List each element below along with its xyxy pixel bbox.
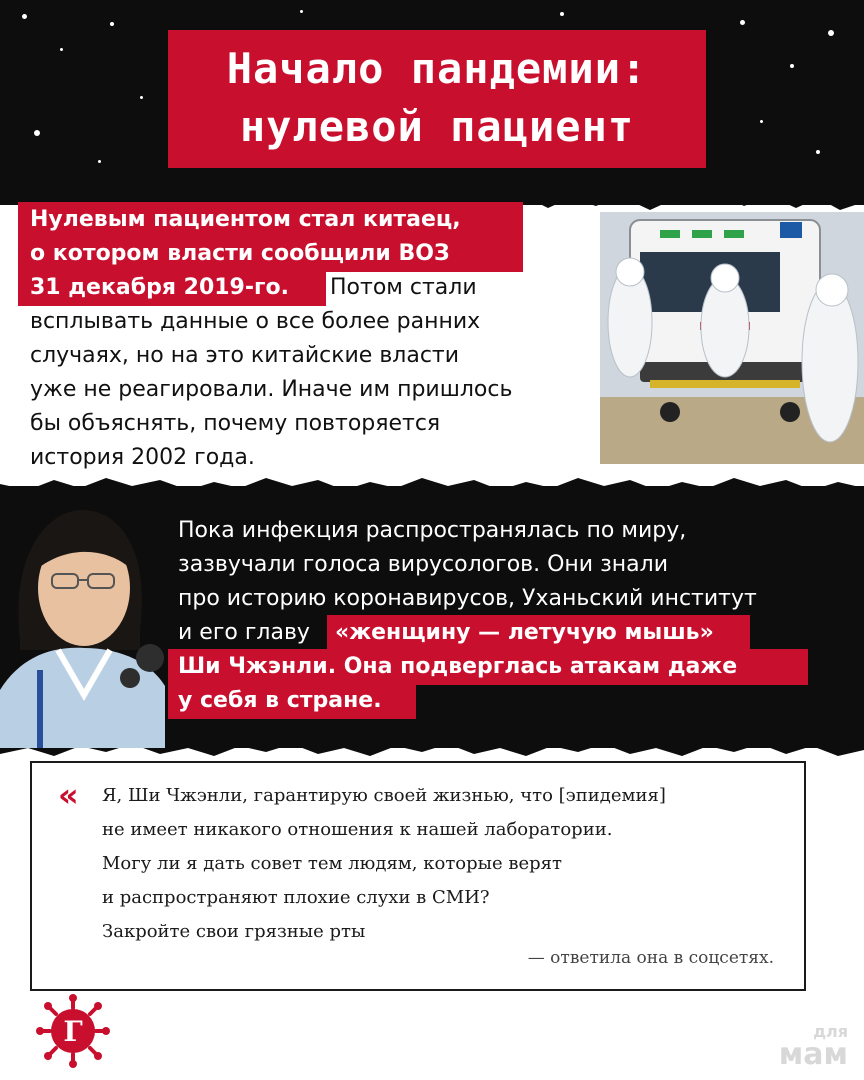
intro-text: всплывать данные о все более ранних [30, 309, 481, 334]
ambulance-photo [600, 212, 864, 464]
quote-line: Я, Ши Чжэнли, гарантирую своей жизнью, что [эпидемия] [102, 785, 666, 806]
decor-speck [560, 12, 564, 16]
ambulance-illustration [600, 212, 864, 464]
quote-line: Закройте свои грязные рты [102, 921, 366, 942]
logo-letter: Г [63, 1015, 83, 1048]
decor-speck [34, 130, 40, 136]
portrait-illustration [0, 490, 165, 748]
virologist-text: и его главу [178, 620, 310, 645]
virus-icon [36, 994, 110, 1068]
page-title-line1: Начало пандемии: [226, 44, 648, 93]
decor-speck [300, 10, 303, 13]
decor-speck [60, 48, 63, 51]
watermark [779, 1024, 848, 1070]
page-title-line2: нулевой пациент [239, 102, 635, 151]
watermark-small: для [813, 1022, 848, 1041]
quote-attribution: — ответила она в соцсетях. [527, 948, 774, 968]
brand-logo [36, 994, 110, 1068]
virologist-text: зазвучали голоса вирусологов. Они знали [178, 552, 669, 577]
virologist-highlight: «женщину — летучую мышь» [335, 620, 714, 645]
quote-line: и распространяют плохие слухи в СМИ? [102, 887, 490, 908]
decor-speck [110, 22, 114, 26]
virologist-text: Пока инфекция распространялась по миру, [178, 518, 687, 543]
decor-speck [740, 20, 745, 25]
intro-text: уже не реагировали. Иначе им пришлось [30, 377, 513, 402]
virologist-text: про историю коронавирусов, Уханьский институт [178, 586, 757, 611]
intro-text: бы объяснять, почему повторяется [30, 411, 441, 436]
title-box [168, 30, 706, 168]
virologist-highlight: у себя в стране. [178, 688, 382, 713]
watermark-big: мам [778, 1037, 848, 1072]
virologist-highlight: Ши Чжэнли. Она подверглась атакам даже [178, 654, 738, 679]
intro-text: случаях, но на это китайские власти [30, 343, 460, 368]
decor-speck [140, 96, 143, 99]
decor-speck [828, 30, 834, 36]
decor-speck [790, 64, 794, 68]
header-band [0, 0, 864, 205]
decor-speck [98, 160, 101, 163]
intro-text: Потом стали [330, 275, 477, 300]
quote-line: не имеет никакого отношения к нашей лаборатории. [102, 819, 613, 840]
decor-speck [22, 14, 27, 19]
intro-highlight-line: 31 декабря 2019-го. [30, 275, 289, 300]
quote-box [30, 761, 806, 991]
intro-highlight-line: о котором власти сообщили ВОЗ [30, 241, 450, 266]
quote-mark-icon: « [58, 776, 79, 814]
decor-speck [816, 150, 820, 154]
intro-text: история 2002 года. [30, 445, 255, 470]
intro-highlight-line: Нулевым пациентом стал китаец, [30, 207, 461, 232]
decor-speck [760, 120, 763, 123]
portrait-photo [0, 490, 165, 748]
quote-line: Могу ли я дать совет тем людям, которые верят [102, 853, 562, 874]
